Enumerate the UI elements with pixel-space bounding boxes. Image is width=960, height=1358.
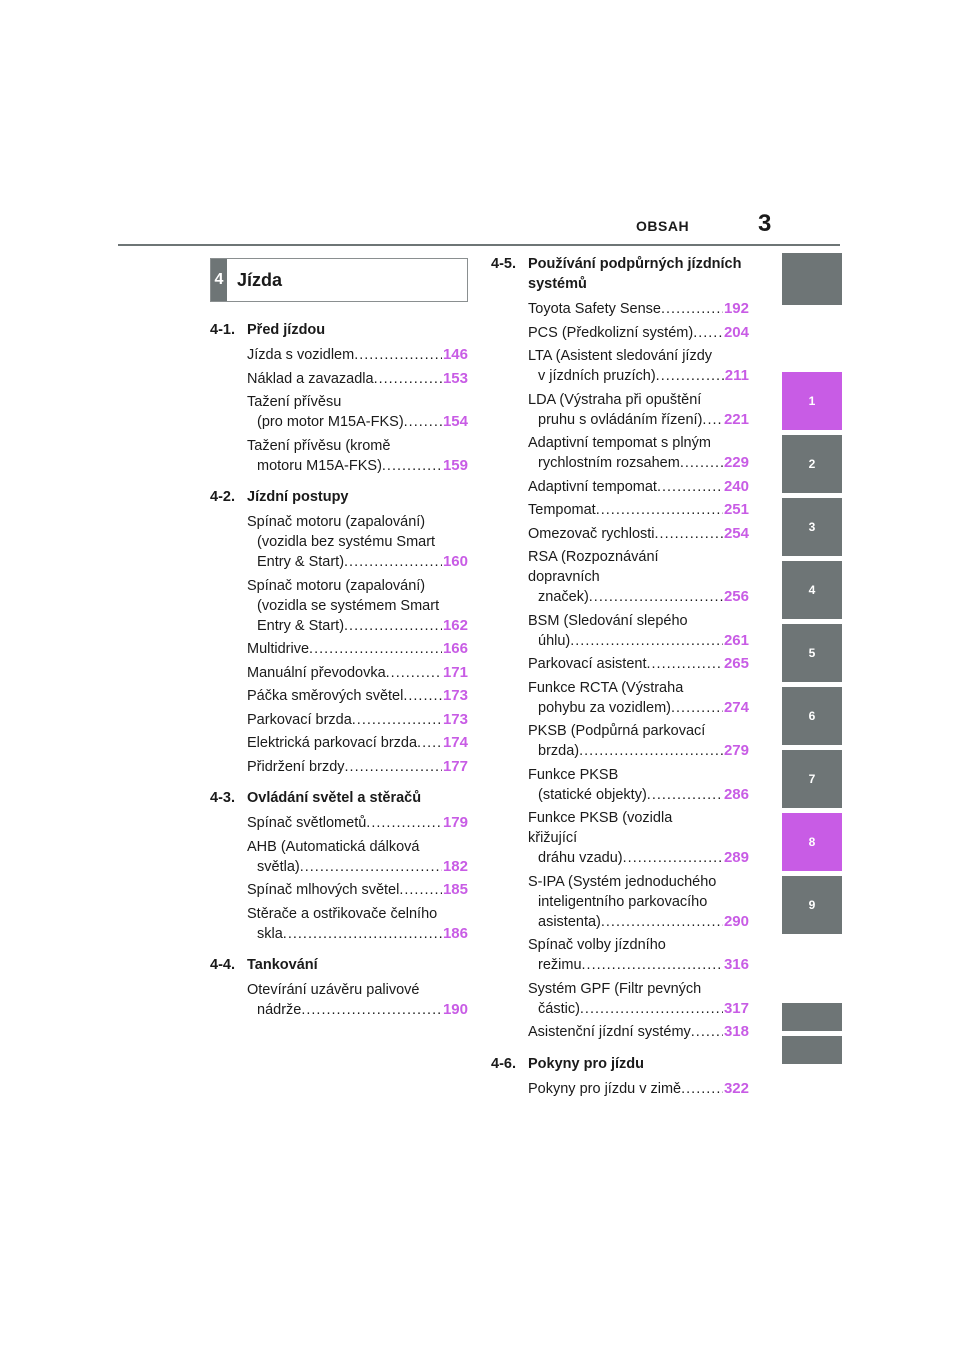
toc-page-link[interactable]: 322 [723,1079,749,1097]
dot-leader [366,813,442,833]
toc-entry-leader-line [528,785,723,805]
toc-entry-text [528,299,723,319]
toc-page-link[interactable]: 173 [442,710,468,728]
toc-section-heading [210,487,468,507]
toc-entry-text [247,663,442,683]
toc-entry[interactable] [247,576,468,636]
toc-entry-text [528,808,723,868]
section-spacer [210,780,468,788]
toc-entry-text [528,346,724,386]
toc-entry[interactable] [528,390,749,430]
toc-page-link[interactable]: 256 [723,588,749,605]
chapter-title: Jízda [237,269,283,290]
toc-entry-line: Funkce PKSB (vozidla křižující [528,810,673,846]
toc-page-link[interactable]: 286 [723,785,749,803]
section-spacer [491,1046,749,1054]
dot-leader [399,880,442,900]
toc-entry-leader-line [528,524,723,544]
toc-entry-line: brzda) [538,743,580,759]
toc-entry[interactable] [247,345,468,365]
toc-entry[interactable] [528,299,749,319]
toc-entry[interactable] [528,346,749,386]
toc-entry-leader-line [528,848,723,868]
toc-page-link[interactable]: 192 [723,300,749,317]
toc-entry[interactable] [247,813,468,833]
dot-leader [300,857,442,877]
toc-section-number: 4-2. [210,489,235,505]
toc-entry-line: Tažení přívěsu (kromě [247,437,391,454]
toc-entry-line: AHB (Automatická dálková [247,838,420,855]
header-section-title: OBSAH [636,218,690,234]
toc-entry[interactable] [528,1022,749,1042]
toc-entry[interactable] [528,678,749,718]
toc-page-link[interactable]: 185 [442,881,468,898]
toc-section-number: 4-6. [491,1055,516,1072]
toc-entry-line: (vozidla bez systému Smart [257,534,436,550]
blank-tab[interactable] [782,1003,842,1031]
toc-entry-text [528,477,723,497]
toc-entry-line: Pokyny pro jízdu v zimě [528,1080,682,1097]
toc-entry-line: Omezovač rychlosti [528,525,655,542]
toc-entry-line: Jízda s vozidlem [247,347,355,363]
toc-section-heading [210,788,468,808]
toc-section-number: 4-3. [210,790,235,806]
toc-entry-leader-line [528,1079,723,1099]
toc-section-heading [491,1054,749,1074]
toc-entry-text [247,813,442,833]
toc-entry-leader-line [528,741,723,761]
chapter-tab-9[interactable]: 9 [782,876,842,934]
toc-entry-line: úhlu) [538,632,571,649]
toc-entry-line: světla) [257,858,300,875]
toc-entry-line: rychlostním rozsahem [538,455,680,471]
toc-entry-leader-line [247,456,442,476]
toc-entry-line: (pro motor M15A-FKS) [257,414,404,430]
dot-leader [691,1022,723,1042]
toc-entry-line: Multidrive [247,641,310,657]
toc-entry-line: Adaptivní tempomat s plným [528,435,711,451]
toc-entry[interactable] [247,639,468,659]
toc-entry-line: Entry & Start) [257,617,345,634]
toc-entry-line: Otevírání uzávěru palivové [247,982,420,998]
toc-page-link[interactable]: 240 [723,477,749,495]
toc-entry-line: Stěrače a ostřikovače čelního [247,905,438,922]
dot-leader [681,1079,723,1099]
toc-entry-line: skla [257,925,283,942]
toc-entry-line: Funkce PKSB [528,766,619,783]
toc-entry-text [528,654,723,674]
toc-entry-text [528,872,723,932]
toc-entry-text [247,369,442,389]
toc-entry-text [247,880,442,900]
toc-page-link[interactable]: 160 [442,553,468,570]
toc-entry-text [528,547,723,607]
toc-entry-line: LTA (Asistent sledování jízdy [528,348,713,364]
dot-leader [661,299,723,319]
dot-leader [655,524,723,544]
dot-leader [580,999,723,1019]
toc-entry-text [528,500,723,520]
dot-leader [382,456,442,476]
toc-entry-line: Tažení přívěsu [247,394,342,410]
dot-leader [345,757,442,777]
dot-leader [680,453,723,473]
toc-page-link[interactable]: 166 [442,640,468,657]
toc-entry-leader-line [247,369,442,389]
toc-entry-leader-line [247,552,442,572]
toc-page-link[interactable]: 154 [442,413,468,430]
toc-page-link[interactable]: 171 [442,663,468,681]
toc-entry-line: Spínač mlhových světel [247,882,400,898]
toc-entry-text [528,1079,723,1099]
toc-entry-line: motoru M15A-FKS) [257,457,382,474]
dot-leader [656,366,724,386]
chapter-tab-6[interactable]: 6 [782,687,842,745]
toc-entry-line: Spínač světlometů [247,815,367,831]
toc-section-number: 4-4. [210,957,235,973]
toc-entry[interactable] [247,436,468,476]
toc-entry-leader-line [247,813,442,833]
toc-entry-line: Tempomat [528,502,596,518]
toc-entry[interactable] [528,611,749,651]
dot-leader [283,924,442,944]
toc-entry-text [247,710,442,730]
toc-entry[interactable] [528,808,749,868]
toc-left-column [210,320,468,1032]
toc-entry-line: pohybu za vozidlem) [538,699,671,716]
dot-leader [702,410,723,430]
toc-entry[interactable] [528,547,749,607]
section-spacer [491,1102,749,1110]
toc-entry[interactable] [247,733,468,753]
toc-entry-leader-line [247,686,442,706]
toc-entry-line: (vozidla se systémem Smart [257,597,440,614]
toc-entry-line: Páčka směrových světel [247,688,404,704]
toc-entry-text [528,678,723,718]
toc-entry-line: (statické objekty) [538,786,647,803]
chapter-tab-3[interactable]: 3 [782,498,842,556]
toc-entry-line: inteligentního parkovacího [538,893,708,910]
dot-leader [344,616,442,636]
toc-entry-text [247,512,442,572]
toc-entry-text [528,935,723,975]
toc-entry[interactable] [247,710,468,730]
toc-page-link[interactable]: 186 [442,924,468,942]
toc-section-number: 4-5. [491,256,516,272]
toc-page-link[interactable]: 153 [442,369,468,387]
dot-leader [596,500,723,520]
toc-entry-text [247,345,442,365]
toc-page-link[interactable]: 162 [442,616,468,634]
toc-section-title: Pokyny pro jízdu [528,1055,645,1072]
toc-entry-line: pruhu s ovládáním řízení) [538,411,703,428]
toc-entry-line: BSM (Sledování slepého [528,612,688,629]
toc-entry-line: Manuální převodovka [247,664,386,681]
toc-entry-line: asistenta) [538,913,601,930]
toc-entry-leader-line [528,654,723,674]
toc-page-link[interactable]: 251 [723,501,749,518]
toc-entry-line: značek) [538,589,589,605]
toc-entry[interactable] [247,757,468,777]
toc-entry[interactable] [247,392,468,432]
toc-entry-line: dráhu vzadu) [538,850,623,866]
toc-entry[interactable] [528,524,749,544]
toc-entry-leader-line [528,366,724,386]
dot-leader [403,686,442,706]
toc-page-link[interactable]: 254 [723,524,749,542]
toc-entry-text [528,323,723,343]
dot-leader [693,323,723,343]
toc-entry[interactable] [528,979,749,1019]
toc-entry[interactable] [247,369,468,389]
toc-entry-text [528,721,723,761]
toc-entry-line: Náklad a zavazadla [247,370,374,387]
toc-entry-leader-line [528,698,723,718]
toc-entry[interactable] [247,837,468,877]
dot-leader [601,912,723,932]
toc-entry-line: Spínač motoru (zapalování) [247,514,426,530]
chapter-tab-4[interactable]: 4 [782,561,842,619]
toc-page-link[interactable]: 290 [723,912,749,930]
toc-page-link[interactable]: 265 [723,655,749,672]
page-number: 3 [758,210,772,237]
header-rule [118,244,840,246]
blank-tab[interactable] [782,1036,842,1064]
toc-entry-leader-line [247,757,442,777]
toc-entry-leader-line [528,1022,723,1042]
dot-leader [344,552,442,572]
dot-leader [386,663,442,683]
section-spacer [210,947,468,955]
dot-leader [589,587,723,607]
dot-leader [309,639,442,659]
toc-entry-leader-line [528,323,723,343]
toc-section-title: Jízdní postupy [247,489,349,505]
toc-entry-leader-line [528,453,723,473]
toc-entry-text [247,392,442,432]
toc-entry-leader-line [247,412,442,432]
toc-entry[interactable] [528,500,749,520]
toc-section-heading [210,955,468,975]
toc-section-number: 4-1. [210,322,235,338]
toc-entry-leader-line [528,587,723,607]
toc-entry[interactable] [528,721,749,761]
toc-page-link[interactable]: 182 [442,857,468,875]
toc-page-link[interactable]: 190 [442,1001,468,1018]
chapter-tab-7[interactable]: 7 [782,750,842,808]
dot-leader [579,741,723,761]
toc-entry-line: Elektrická parkovací brzda [247,735,418,751]
dot-leader [301,1000,442,1020]
toc-page-link[interactable]: 221 [723,410,749,428]
toc-entry-text [247,904,442,944]
toc-section-title: Používání podpůrných jízdních systémů [528,256,742,292]
toc-entry[interactable] [247,686,468,706]
toc-entry-line: Spínač volby jízdního [528,937,666,953]
toc-entry-text [528,390,723,430]
toc-entry[interactable] [247,904,468,944]
toc-right-column [491,254,749,1110]
toc-entry-text [247,576,442,636]
toc-entry-text [247,980,442,1020]
toc-entry[interactable] [528,433,749,473]
section-spacer [210,1024,468,1032]
toc-entry-leader-line [247,857,442,877]
toc-page-link[interactable]: 146 [442,346,468,363]
toc-entry[interactable] [247,880,468,900]
toc-entry[interactable] [528,935,749,975]
toc-entry-line: Funkce RCTA (Výstraha [528,679,684,696]
toc-entry[interactable] [528,654,749,674]
toc-page-link[interactable]: 174 [442,734,468,751]
chapter-number: 4 [211,259,227,301]
toc-entry-line: PCS (Předkolizní systém) [528,324,694,341]
toc-entry-line: Spínač motoru (zapalování) [247,577,426,594]
toc-entry-line: Parkovací asistent [528,656,647,672]
toc-entry-line: Asistenční jízdní systémy [528,1024,691,1040]
toc-entry-leader-line [528,477,723,497]
dot-leader [657,477,723,497]
toc-entry-text [247,757,442,777]
toc-entry-leader-line [247,880,442,900]
toc-entry-line: v jízdních pruzích) [538,368,656,384]
toc-page-link[interactable]: 316 [723,956,749,973]
toc-entry-text [247,837,442,877]
toc-entry-line: Toyota Safety Sense [528,301,661,317]
blank-tab[interactable] [782,253,842,305]
toc-entry[interactable] [247,980,468,1020]
dot-leader [354,345,442,365]
dot-leader [404,412,442,432]
toc-entry-text [528,433,723,473]
toc-page-link[interactable]: 173 [442,687,468,704]
toc-entry-leader-line [247,616,442,636]
toc-entry-leader-line [247,639,442,659]
chapter-tab-5[interactable]: 5 [782,624,842,682]
toc-entry[interactable] [528,323,749,343]
toc-entry-text [528,1022,723,1042]
dot-leader [671,698,723,718]
chapter-heading [210,258,468,302]
dot-leader [623,848,723,868]
chapter-tab-2[interactable]: 2 [782,435,842,493]
toc-entry-leader-line [528,955,723,975]
toc-entry-text [247,733,442,753]
toc-section-title: Před jízdou [247,322,326,338]
toc-entry-line: nádrže [257,1002,302,1018]
toc-entry-text [247,686,442,706]
toc-entry-line: Přidržení brzdy [247,758,345,775]
toc-entry-leader-line [528,631,723,651]
toc-entry-line: Adaptivní tempomat [528,478,657,495]
toc-page-link[interactable]: 317 [723,999,749,1017]
toc-entry-line: částic) [538,1000,580,1017]
toc-page-link[interactable]: 289 [723,849,749,866]
toc-entry-line: Entry & Start) [257,554,345,570]
toc-entry-text [528,611,723,651]
toc-entry-leader-line [247,733,442,753]
toc-page-link[interactable]: 229 [723,454,749,471]
chapter-tab-1[interactable]: 1 [782,372,842,430]
dot-leader [374,369,442,389]
toc-entry-text [528,524,723,544]
section-spacer [210,479,468,487]
toc-entry-leader-line [247,924,442,944]
toc-entry-line: LDA (Výstraha při opuštění [528,391,702,408]
toc-page-link[interactable]: 179 [442,814,468,831]
toc-entry-leader-line [247,710,442,730]
toc-entry-text [247,639,442,659]
toc-entry-line: režimu [538,957,582,973]
dot-leader [352,710,442,730]
toc-entry-leader-line [528,912,723,932]
toc-entry-leader-line [247,1000,442,1020]
toc-page-link[interactable]: 159 [442,456,468,474]
toc-entry[interactable] [528,1079,749,1099]
toc-section-heading [210,320,468,340]
toc-entry[interactable] [528,765,749,805]
toc-entry-leader-line [528,999,723,1019]
dot-leader [417,733,442,753]
toc-entry-leader-line [528,299,723,319]
dot-leader [646,654,722,674]
toc-page-link[interactable]: 261 [723,631,749,649]
toc-entry-leader-line [247,345,442,365]
toc-section-title: Ovládání světel a stěračů [247,790,422,806]
toc-entry-line: PKSB (Podpůrná parkovací [528,723,706,739]
toc-entry[interactable] [528,872,749,932]
dot-leader [570,631,723,651]
toc-entry-leader-line [528,410,723,430]
toc-entry[interactable] [247,512,468,572]
dot-leader [582,955,723,975]
toc-entry-line: S-IPA (Systém jednoduchého [528,873,717,890]
dot-leader [647,785,723,805]
toc-entry-leader-line [528,500,723,520]
toc-entry-line: RSA (Rozpoznávání dopravních [528,549,659,585]
toc-entry-text [247,436,442,476]
toc-entry[interactable] [528,477,749,497]
toc-entry-line: Parkovací brzda [247,711,352,728]
toc-page-link[interactable]: 279 [723,742,749,759]
toc-page-link[interactable]: 211 [724,367,749,384]
toc-entry[interactable] [247,663,468,683]
toc-entry-text [528,765,723,805]
toc-entry-text [528,979,723,1019]
toc-page-link[interactable]: 177 [442,757,468,775]
chapter-tab-8[interactable]: 8 [782,813,842,871]
toc-entry-line: Systém GPF (Filtr pevných [528,980,702,997]
toc-section-heading [491,254,749,294]
toc-entry-leader-line [247,663,442,683]
toc-page-link[interactable]: 274 [723,698,749,716]
toc-section-title: Tankování [247,957,318,973]
toc-page-link[interactable]: 318 [723,1023,749,1040]
toc-page-link[interactable]: 204 [723,323,749,341]
